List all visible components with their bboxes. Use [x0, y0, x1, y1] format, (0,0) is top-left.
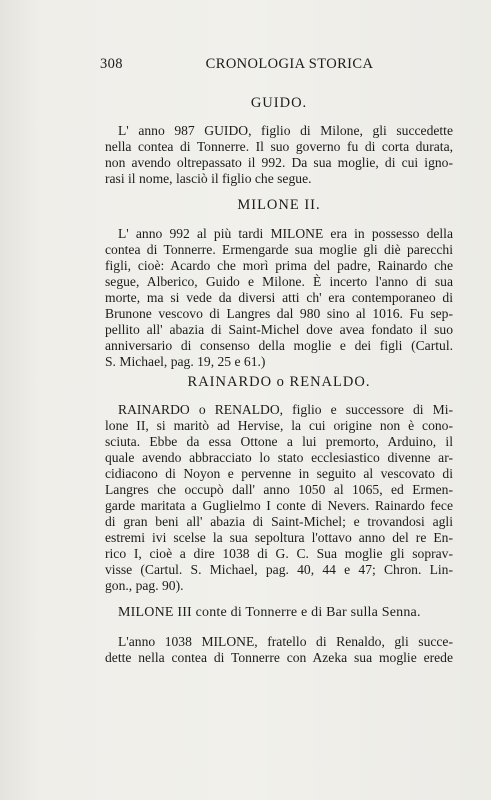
- text-line: sciuta. Ebbe da essa Ottone a lui premorto, Arduino, il: [105, 434, 453, 449]
- text-line: rasi il nome, lasciò il figlio che segue.: [105, 171, 312, 186]
- text-line: garde maritata a Guglielmo I conte di Nevers. Rainardo fece: [105, 498, 453, 513]
- section-heading-milone-iii: MILONE III conte di Tonnerre e di Bar sulla Senna.: [118, 605, 421, 620]
- text-line: segue, Alberico, Guido e Milone. È incerto l'anno di sua: [105, 274, 453, 289]
- running-title: CRONOLOGIA STORICA: [205, 56, 374, 72]
- text-line: Langres che occupò dall' anno 1050 al 1065, ed Ermen-: [105, 482, 453, 497]
- text-line: RAINARDO o RENALDO, figlio e successore di Mi-: [118, 402, 453, 417]
- text-line: lone II, si maritò ad Hervise, la cui origine non è cono-: [105, 418, 453, 433]
- text-line: S. Michael, pag. 19, 25 e 61.): [105, 354, 266, 369]
- text-line: gon., pag. 90).: [105, 578, 184, 593]
- text-line: cidiacono di Noyon e pervenne in seguito al vescovato di: [105, 466, 453, 481]
- text-line: dette nella contea di Tonnerre con Azeka sua moglie erede: [105, 650, 453, 665]
- text-line: nella contea di Tonnerre. Il suo governo fu di corta durata,: [105, 139, 453, 154]
- text-line: quale avendo abbracciato lo stato ecclesiastico divenne ar-: [105, 450, 453, 465]
- text-line: pellito all' abazia di Saint-Michel dove avea fondato il suo: [105, 322, 453, 337]
- text-line: di gran beni all' abazia di Saint-Michel; e trovandosi agli: [105, 514, 453, 529]
- text-line: morte, ma si vede da diversi atti ch' era contemporaneo di: [105, 290, 453, 305]
- text-line: contea di Tonnerre. Ermengarde sua moglie gli diè parecchi: [105, 242, 453, 257]
- text-line: L'anno 1038 MILONE, fratello di Renaldo, gli succe-: [118, 634, 453, 649]
- text-line: visse (Cartul. S. Michael, pag. 40, 44 e 47; Chron. Lin-: [105, 562, 453, 577]
- section-heading-milone-ii: MILONE II.: [237, 197, 321, 213]
- text-line: estremi ivi scelse la sua sepoltura l'ottavo anno del re En-: [105, 530, 453, 545]
- text-line: anniversario di consenso della moglie e dei figli (Cartul.: [105, 338, 453, 353]
- text-line: rico I, cioè a dire 1038 di G. C. Sua moglie gli soprav-: [105, 546, 453, 561]
- text-line: L' anno 987 GUIDO, figlio di Milone, gli succedette: [118, 123, 453, 138]
- running-header: [100, 56, 457, 73]
- section-heading-guido: GUIDO.: [250, 95, 308, 111]
- text-line: non avendo oltrepassato il 992. Da sua moglie, di cui igno-: [105, 155, 453, 170]
- text-line: L' anno 992 al più tardi MILONE era in possesso della: [118, 226, 453, 241]
- section-heading-rainardo: RAINARDO o RENALDO.: [187, 374, 371, 390]
- text-line: Brunone vescovo di Langres dal 980 sino al 1016. Fu sep-: [105, 306, 453, 321]
- page-number: 308: [100, 56, 123, 72]
- text-line: figli, cioè: Acardo che morì prima del padre, Rainardo che: [105, 258, 453, 273]
